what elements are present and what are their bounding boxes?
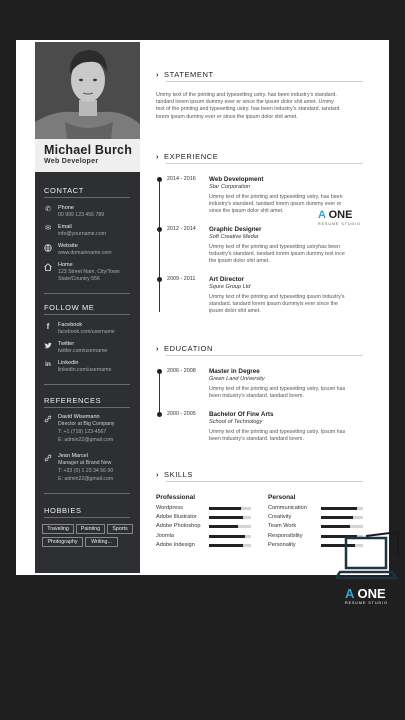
follow-heading: FOLLOW ME: [44, 303, 95, 312]
skill-bar: [321, 516, 363, 519]
references-bottom-divider: [44, 493, 130, 494]
contact-divider: [44, 197, 130, 198]
education-heading: › EDUCATION: [156, 344, 214, 353]
skills-heading: › SKILLS: [156, 470, 194, 479]
skill-label: Joomla: [156, 532, 175, 539]
skill-bar: [209, 535, 251, 538]
timeline-dot: [157, 277, 162, 282]
experience-date: 2012 - 2014: [167, 226, 196, 232]
education-title: Bachelor Of Fine Arts: [209, 411, 274, 418]
hobby-tag: Photography: [42, 537, 83, 547]
skill-bar-fill: [209, 516, 243, 519]
hobbies-divider: [44, 517, 130, 518]
education-divider: [166, 355, 363, 356]
professional-skills-title: Professional: [156, 494, 196, 501]
skill-bar: [209, 525, 251, 528]
experience-company: Soft Creative Media: [209, 234, 259, 240]
skill-bar-fill: [209, 525, 238, 528]
experience-title: Art Director: [209, 276, 244, 283]
profile-photo: [35, 42, 140, 139]
chevron-right-icon: ›: [156, 70, 160, 79]
hobby-tag: Painting: [76, 524, 105, 534]
timeline-dot: [157, 177, 162, 182]
skill-bar: [209, 507, 251, 510]
timeline-dot: [157, 227, 162, 232]
email-icon: ✉: [45, 225, 51, 232]
experience-date: 2014 - 2016: [167, 176, 196, 182]
phone-icon: ✆: [45, 206, 51, 213]
skill-label: Communication: [268, 505, 307, 511]
profile-role: Web Developer: [44, 158, 99, 165]
brand-watermark: A ONE: [318, 209, 353, 221]
experience-date: 2009 - 2011: [167, 276, 196, 282]
education-title: Master in Degree: [209, 368, 260, 375]
brand-watermark-sub: RESUME STUDIO: [318, 222, 361, 226]
timeline-dot: [157, 412, 162, 417]
hobby-tag: Traveling: [42, 524, 74, 534]
experience-divider: [166, 163, 363, 164]
linkedin-icon: in: [45, 361, 51, 368]
skill-bar-fill: [209, 507, 241, 510]
link-icon: [44, 415, 52, 423]
statement-heading: › STATEMENT: [156, 70, 214, 79]
skill-bar: [209, 544, 251, 547]
follow-bottom-divider: [44, 384, 130, 385]
education-school: Green Land University: [209, 376, 265, 382]
home-icon: [44, 263, 52, 271]
brand-logo: A ONE: [345, 586, 386, 601]
skill-bar: [321, 525, 363, 528]
references-heading: REFERENCES: [44, 396, 102, 405]
education-date: 2000 - 2005: [167, 411, 196, 417]
timeline-dot: [157, 369, 162, 374]
education-description: Ummy text of the printing and typesetting ustry. Ipsum has been tndustry's standard. tandard lorem.: [209, 429, 346, 443]
experience-title: Web Development: [209, 176, 264, 183]
hobby-tag: Sports: [107, 524, 133, 534]
education-date: 2006 - 2008: [167, 368, 196, 374]
experience-company: Squre Group Ltd: [209, 284, 251, 290]
experience-company: Star Corporation: [209, 184, 251, 190]
hobbies-heading: HOBBIES: [44, 506, 82, 515]
personal-skills-title: Personal: [268, 494, 296, 501]
laptop-logo-icon: [336, 530, 400, 586]
person-portrait-icon: [35, 42, 140, 139]
skill-label: Wordpress: [156, 505, 183, 511]
statement-text: Ummy text of the printing and typesetting ustry. has been industry's standard. tandard lorem ipsum dummy ever er since the ipsum dolor shit amet. Ummy text of the printing and typesetting ustry. has been industry's standard. tandard lorem ipsum dummy ever er since the ipsum dolor shit amet.: [156, 92, 340, 120]
experience-description: Ummy text of the printing and typesetting ipsum industry's standard. tandard lorem ipsum dummyis ever since the ipsum dolor shit amet.: [209, 294, 345, 315]
education-description: Ummy text of the printing and typesetting ustry. Ipsum has been tndustry's standard. tandard lorem.: [209, 386, 346, 400]
skills-divider: [166, 481, 363, 482]
experience-heading: › EXPERIENCE: [156, 152, 219, 161]
twitter-icon: [44, 342, 52, 350]
skill-label: Responsibility: [268, 532, 303, 539]
skill-bar-fill: [321, 525, 350, 528]
facebook-icon: f: [46, 322, 50, 331]
experience-description: Ummy text of the printing and typesetting ustryhas been tndustry's standard. tandard lorem ipsum dummy text ince the ipsum dolor shit amet.: [209, 244, 345, 265]
chevron-right-icon: ›: [156, 152, 160, 161]
skill-label: Creativity: [268, 514, 292, 521]
statement-divider: [166, 81, 363, 82]
chevron-right-icon: ›: [156, 344, 160, 353]
link-icon: [44, 454, 52, 462]
experience-title: Graphic Designer: [209, 226, 262, 233]
globe-icon: [44, 244, 52, 252]
profile-name: Michael Burch: [44, 143, 133, 157]
skill-bar-fill: [209, 544, 243, 547]
education-school: School of Technology: [209, 419, 263, 425]
skill-bar-fill: [209, 535, 245, 538]
skill-bar: [321, 507, 363, 510]
skill-bar-fill: [321, 507, 357, 510]
skill-label: Adobe Illustrator: [156, 514, 197, 521]
references-divider: [44, 407, 130, 408]
chevron-right-icon: ›: [156, 470, 160, 479]
skill-label: Adobe Indesign: [156, 541, 195, 548]
experience-description: Ummy text of the printing and typesetting ustry. has been industry's standard. tandard lorem ipsum dummy ever or since the ipsum dolor shit amet.: [209, 194, 343, 215]
skill-bar: [209, 516, 251, 519]
brand-logo-sub: RESUME STUDIO: [345, 601, 388, 605]
experience-timeline: [159, 178, 160, 312]
skill-bar-fill: [321, 516, 353, 519]
skill-label: Team Work: [268, 523, 297, 530]
education-timeline: [159, 370, 160, 415]
follow-divider: [44, 314, 130, 315]
skill-label: Personality: [268, 541, 296, 548]
contact-heading: CONTACT: [44, 186, 84, 195]
contact-bottom-divider: [44, 293, 130, 294]
skill-label: Adobe Photoshop: [156, 523, 201, 530]
hobby-tag: Writing...: [85, 537, 118, 547]
